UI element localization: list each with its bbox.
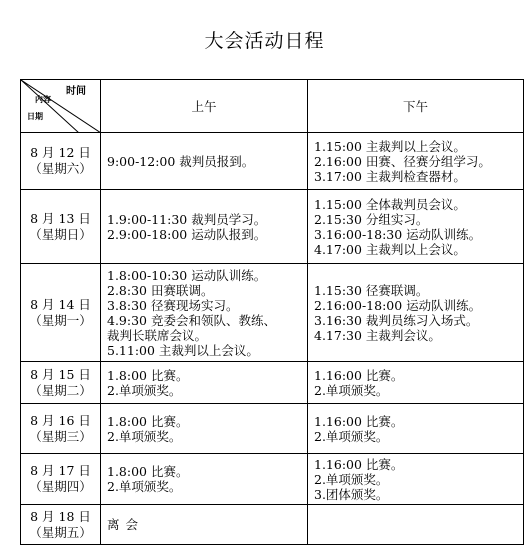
date-label: 8 月 16 日 <box>30 412 91 428</box>
date-label: 8 月 15 日 <box>30 366 91 382</box>
date-label: 8 月 18 日 <box>30 508 91 524</box>
morning-item: 2.9:00-18:00 运动队报到。 <box>107 226 267 242</box>
schedule-row <box>21 190 524 264</box>
afternoon-item: 3.16:00-18:30 运动队训练。 <box>314 226 482 242</box>
morning-item: 5.11:00 主裁判以上会议。 <box>107 342 259 358</box>
date-cell <box>21 505 101 545</box>
afternoon-item: 4.17:00 主裁判以上会议。 <box>314 241 466 257</box>
date-label: 8 月 17 日 <box>30 463 91 478</box>
morning-item: 2.单项颁奖。 <box>107 428 182 444</box>
morning-cell <box>101 190 308 264</box>
afternoon-item: 4.17:30 主裁判会议。 <box>314 327 441 343</box>
weekday-label: （星期五） <box>29 524 92 540</box>
morning-item: 1.8:00 比赛。 <box>107 464 189 479</box>
schedule-row <box>21 454 524 505</box>
morning-item: 4.9:30 竞委会和领队、教练、 <box>107 312 276 328</box>
morning-item: 1.8:00-10:30 运动队训练。 <box>107 267 267 283</box>
weekday-label: （星期四） <box>29 479 92 494</box>
schedule-row <box>21 264 524 362</box>
header-row <box>21 80 524 133</box>
morning-cell <box>101 264 308 362</box>
date-cell <box>21 362 101 404</box>
date-label: 8 月 13 日 <box>30 210 91 226</box>
schedule-row <box>21 362 524 404</box>
morning-item: 裁判长联席会议。 <box>107 327 208 343</box>
morning-item: 3.8:30 径赛现场实习。 <box>107 297 239 313</box>
corner-header-cell <box>21 80 101 133</box>
schedule-table <box>20 79 524 545</box>
weekday-label: （星期日） <box>29 226 92 242</box>
afternoon-item: 1.15:00 全体裁判员会议。 <box>314 196 466 212</box>
date-cell <box>21 454 101 505</box>
diagonal-lines <box>21 80 101 133</box>
morning-item: 2.单项颁奖。 <box>107 479 182 494</box>
morning-item: 1.9:00-11:30 裁判员学习。 <box>107 211 267 227</box>
afternoon-cell <box>308 264 524 362</box>
morning-cell <box>101 505 308 545</box>
morning-cell <box>101 454 308 505</box>
afternoon-cell <box>308 133 524 190</box>
corner-time-label: 时间 <box>66 86 86 97</box>
corner-date-label: 日期 <box>27 112 43 121</box>
morning-item: 1.8:00 比赛。 <box>107 367 189 383</box>
date-label: 8 月 12 日 <box>30 145 91 160</box>
date-cell <box>21 190 101 264</box>
morning-header: 上午 <box>101 80 308 133</box>
weekday-label: （星期六） <box>29 161 92 176</box>
date-cell <box>21 133 101 190</box>
morning-item: 离 会 <box>107 517 139 532</box>
afternoon-item: 2.16:00 田赛、径赛分组学习。 <box>314 153 491 169</box>
afternoon-cell <box>308 505 524 545</box>
afternoon-header: 下午 <box>308 80 524 133</box>
afternoon-item: 2.16:00-18:00 运动队训练。 <box>314 297 482 313</box>
afternoon-item: 2.单项颁奖。 <box>314 382 389 398</box>
morning-item: 2.8:30 田赛联调。 <box>107 282 214 298</box>
morning-cell <box>101 133 308 190</box>
weekday-label: （星期二） <box>29 382 92 398</box>
morning-item: 9:00-12:00 裁判员报到。 <box>107 153 255 169</box>
date-label: 8 月 14 日 <box>30 296 91 312</box>
schedule-row <box>21 404 524 454</box>
afternoon-item: 1.16:00 比赛。 <box>314 367 404 383</box>
morning-cell <box>101 404 308 454</box>
afternoon-item: 3.17:00 主裁判检查器材。 <box>314 168 466 184</box>
afternoon-item: 2.单项颁奖。 <box>314 428 389 444</box>
corner-content-label: 内容 <box>35 95 51 104</box>
afternoon-item: 1.16:00 比赛。 <box>314 413 404 429</box>
afternoon-item: 2.单项颁奖。 <box>314 471 389 487</box>
afternoon-cell <box>308 454 524 505</box>
morning-cell <box>101 362 308 404</box>
schedule-row <box>21 505 524 545</box>
schedule-row <box>21 133 524 190</box>
afternoon-item: 2.15:30 分组实习。 <box>314 211 429 227</box>
afternoon-cell <box>308 362 524 404</box>
afternoon-item: 3.16:30 裁判员练习入场式。 <box>314 312 479 328</box>
afternoon-cell <box>308 190 524 264</box>
morning-item: 1.8:00 比赛。 <box>107 413 189 429</box>
date-cell <box>21 264 101 362</box>
afternoon-item: 1.15:00 主裁判以上会议。 <box>314 138 466 154</box>
weekday-label: （星期一） <box>29 312 92 328</box>
weekday-label: （星期三） <box>29 428 92 444</box>
date-cell <box>21 404 101 454</box>
afternoon-item: 1.16:00 比赛。 <box>314 456 404 472</box>
afternoon-item: 3.团体颁奖。 <box>314 486 389 502</box>
afternoon-item: 1.15:30 径赛联调。 <box>314 282 429 298</box>
afternoon-cell <box>308 404 524 454</box>
morning-item: 2.单项颁奖。 <box>107 382 182 398</box>
page-title: 大会活动日程 <box>204 30 325 52</box>
